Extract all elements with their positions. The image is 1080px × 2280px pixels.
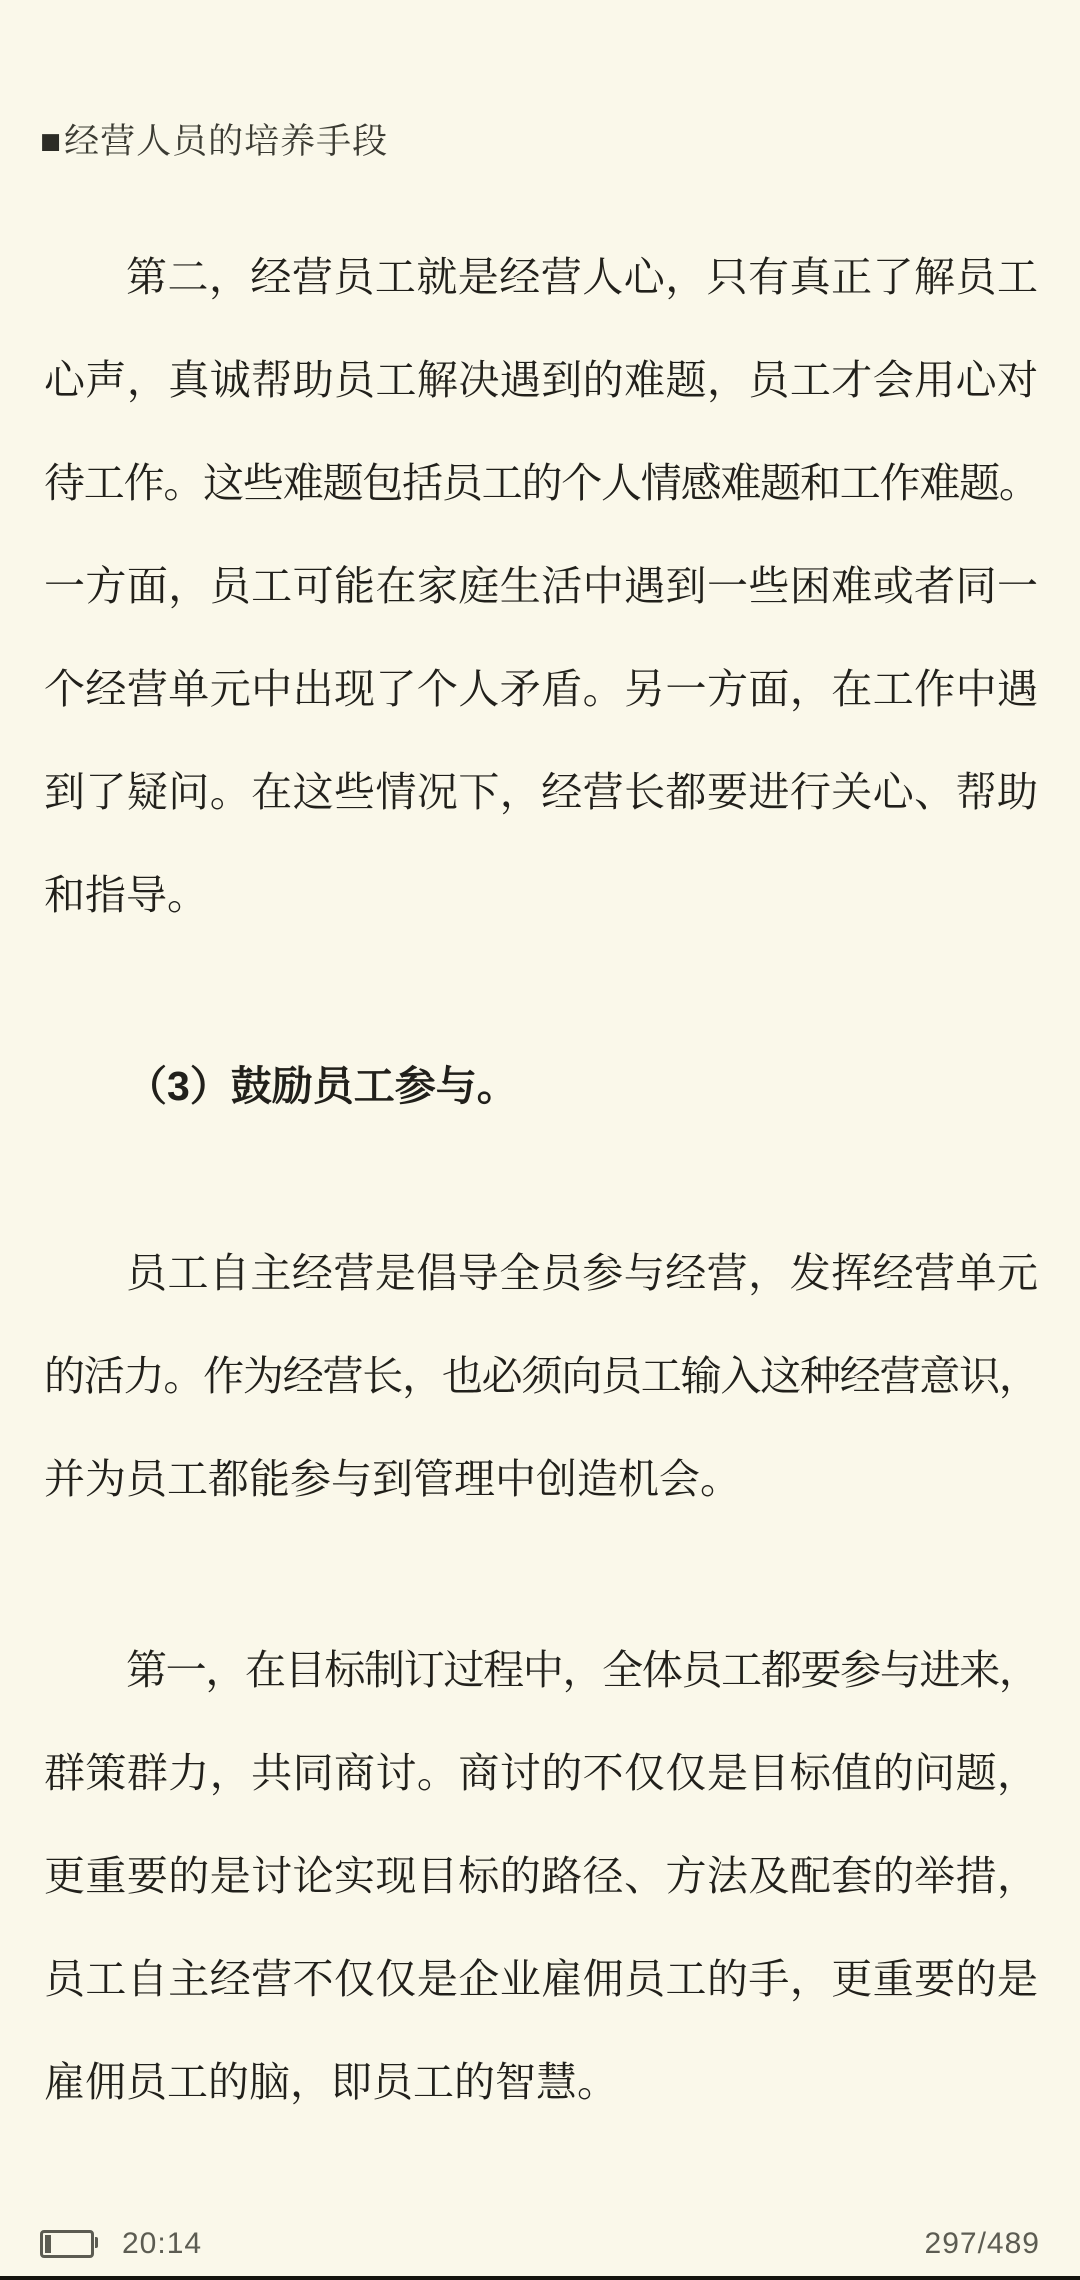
- chapter-title: 经营人员的培养手段: [64, 122, 389, 161]
- chapter-header: [40, 120, 1040, 164]
- paragraph: [44, 1619, 1038, 2134]
- page-content[interactable]: [44, 226, 1038, 2222]
- paragraph: [44, 1222, 1038, 1531]
- text-line: 雇佣员工的脑，即员工的智慧。: [44, 2059, 618, 2105]
- text-line: 心声，真诚帮助员工解决遇到的难题，员工才会用心对: [44, 357, 1038, 403]
- battery-level: [45, 2235, 51, 2253]
- text-line: 第一，在目标制订过程中，全体员工都要参与进来，: [126, 1647, 1038, 1693]
- text-line: （3）鼓励员工参与。: [126, 1063, 518, 1109]
- text-line: 一方面，员工可能在家庭生活中遇到一些困难或者同一: [44, 563, 1038, 609]
- text-line: 更重要的是讨论实现目标的路径、方法及配套的举措，: [44, 1853, 1038, 1899]
- chapter-marker-icon: ■: [40, 122, 63, 161]
- text-line: 群策群力，共同商讨。商讨的不仅仅是目标值的问题，: [44, 1750, 1038, 1796]
- battery-low-icon: [40, 2230, 94, 2258]
- text-line: 员工自主经营不仅仅是企业雇佣员工的手，更重要的是: [44, 1956, 1038, 2002]
- clock-time: 20:14: [122, 2227, 203, 2260]
- text-line: 的活力。作为经营长，也必须向员工输入这种经营意识，: [44, 1353, 1038, 1399]
- text-line: 和指导。: [44, 872, 208, 918]
- text-line: 并为员工都能参与到管理中创造机会。: [44, 1456, 741, 1502]
- screen-edge-bar: [0, 2276, 1080, 2280]
- text-line: 待工作。这些难题包括员工的个人情感难题和工作难题。: [44, 460, 1038, 506]
- status-bar: [0, 2218, 1080, 2270]
- text-line: 员工自主经营是倡导全员参与经营，发挥经营单元: [126, 1250, 1038, 1296]
- section-heading: [44, 1035, 1038, 1138]
- text-line: 第二，经营员工就是经营人心，只有真正了解员工: [126, 254, 1038, 300]
- page-indicator: 297/489: [924, 2227, 1040, 2260]
- paragraph: [44, 226, 1038, 947]
- text-line: 个经营单元中出现了个人矛盾。另一方面，在工作中遇: [44, 666, 1038, 712]
- battery-nub: [95, 2237, 98, 2248]
- text-line: 到了疑问。在这些情况下，经营长都要进行关心、帮助: [44, 769, 1038, 815]
